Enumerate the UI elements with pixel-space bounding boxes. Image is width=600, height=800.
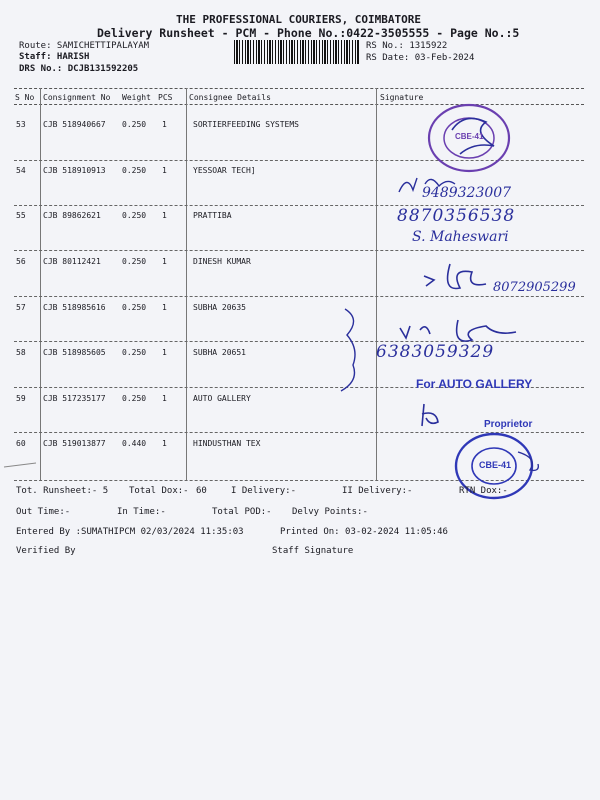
row58-phone: 6383059329 — [376, 342, 495, 362]
row-pcs: 1 — [162, 120, 167, 129]
delvy-points: Delvy Points:- — [292, 507, 368, 517]
auto-gallery-stamp: For AUTO GALLERY — [416, 377, 533, 391]
staff-label: Staff: HARISH — [19, 52, 90, 62]
row-pcs: 1 — [162, 303, 167, 312]
rs-date: RS Date: 03-Feb-2024 — [366, 53, 475, 63]
i-delivery: I Delivery:- — [231, 486, 297, 496]
row-pcs: 1 — [162, 394, 167, 403]
row-consignee: SUBHA 20635 — [193, 303, 246, 312]
row-weight: 0.250 — [122, 348, 147, 357]
verified-by: Verified By — [16, 546, 76, 556]
col-line-3 — [376, 88, 377, 480]
row-sno: 60 — [16, 439, 26, 448]
row-consignment: CJB 80112421 — [43, 257, 101, 266]
drs-number: DRS No.: DCJB131592205 — [19, 64, 139, 74]
row-sno: 53 — [16, 120, 26, 129]
company-title: THE PROFESSIONAL COURIERS, COIMBATORE — [176, 13, 422, 26]
row-consignee: HINDUSTHAN TEX — [193, 439, 261, 448]
row-consignment: CJB 518985605 — [43, 348, 106, 357]
row-weight: 0.440 — [122, 439, 147, 448]
row-sno: 55 — [16, 211, 26, 220]
row-sno: 56 — [16, 257, 26, 266]
row-sno: 58 — [16, 348, 26, 357]
row-consignment: CJB 518985616 — [43, 303, 106, 312]
row-consignment: CJB 518910913 — [43, 166, 106, 175]
staff-signature: Staff Signature — [272, 546, 354, 556]
col-header-sno: S No — [15, 93, 35, 102]
col-header-signature: Signature — [380, 93, 424, 102]
row-sno: 59 — [16, 394, 26, 403]
row-weight: 0.250 — [122, 303, 147, 312]
in-time: In Time:- — [117, 507, 166, 517]
row55-phone: 8870356538 — [397, 206, 516, 226]
barcode — [234, 40, 359, 64]
entered-by: Entered By :SUMATHIPCM 02/03/2024 11:35:03 — [16, 527, 244, 537]
rs-number: RS No.: 1315922 — [366, 41, 448, 51]
row-consignment: CJB 518940667 — [43, 120, 106, 129]
row-weight: 0.250 — [122, 211, 147, 220]
col-line-2 — [186, 88, 187, 480]
tot-runsheet: Tot. Runsheet:- 5 — [16, 486, 109, 496]
row-consignment: CJB 89862621 — [43, 211, 101, 220]
row56-phone: 8072905299 — [493, 280, 576, 295]
row-consignee: SUBHA 20651 — [193, 348, 246, 357]
total-pod: Total POD:- — [212, 507, 272, 517]
row-weight: 0.250 — [122, 257, 147, 266]
row-consignee: SORTIERFEEDING SYSTEMS — [193, 120, 299, 129]
col-header-pcs: PCS — [158, 93, 173, 102]
hindusthan-stamp-code: CBE-41 — [479, 460, 512, 470]
row-weight: 0.250 — [122, 394, 147, 403]
row-sno: 57 — [16, 303, 26, 312]
col-header-consignee: Consignee Details — [189, 93, 271, 102]
signature-bracket — [335, 305, 365, 395]
runsheet-subtitle: Delivery Runsheet - PCM - Phone No.:0422-3505555 - Page No.:5 — [97, 26, 520, 40]
signature-row59 — [416, 400, 446, 430]
row-consignee: PRATTIBA — [193, 211, 232, 220]
rtn-dox: RTN Dox:- — [459, 486, 508, 496]
total-dox-value: 60 — [196, 486, 207, 496]
col-line-1 — [40, 88, 41, 480]
sortier-stamp-code: CBE-41 — [455, 132, 484, 141]
total-dox-label: Total Dox:- — [129, 486, 189, 496]
row-pcs: 1 — [162, 439, 167, 448]
row-consignment: CJB 519013877 — [43, 439, 106, 448]
signature-row56 — [420, 258, 500, 298]
row-pcs: 1 — [162, 257, 167, 266]
row-pcs: 1 — [162, 166, 167, 175]
margin-scribble — [0, 455, 40, 475]
row-separator — [14, 250, 584, 251]
row-consignee: AUTO GALLERY — [193, 394, 251, 403]
printed-on: Printed On: 03-02-2024 11:05:46 — [280, 527, 448, 537]
row-consignee: YESSOAR TECH] — [193, 166, 256, 175]
header-rule-top — [14, 88, 584, 89]
row-weight: 0.250 — [122, 166, 147, 175]
row-pcs: 1 — [162, 211, 167, 220]
row-sno: 54 — [16, 166, 26, 175]
row-consignment: CJB 517235177 — [43, 394, 106, 403]
row-consignee: DINESH KUMAR — [193, 257, 251, 266]
col-header-consignment: Consignment No — [43, 93, 111, 102]
col-header-weight: Weight — [122, 93, 151, 102]
route-label: Route: SAMICHETTIPALAYAM — [19, 41, 150, 51]
row-pcs: 1 — [162, 348, 167, 357]
row55-name: S. Maheswari — [412, 229, 509, 245]
proprietor-label: Proprietor — [484, 419, 533, 430]
row54-phone: 9489323007 — [422, 185, 512, 201]
out-time: Out Time:- — [16, 507, 71, 517]
ii-delivery: II Delivery:- — [342, 486, 413, 496]
row-weight: 0.250 — [122, 120, 147, 129]
